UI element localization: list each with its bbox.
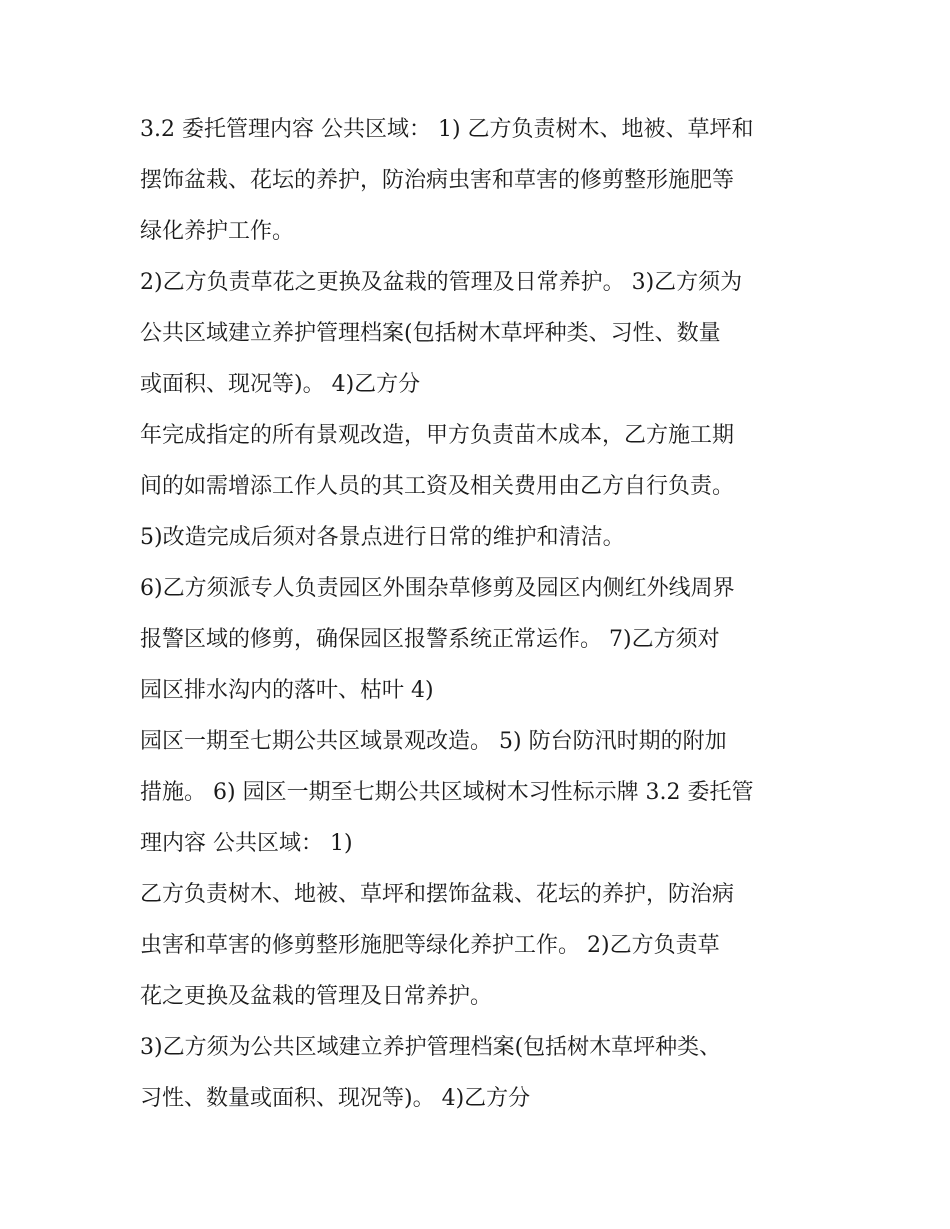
text-line-12: 园区排水沟内的落叶、枯叶 4)	[140, 678, 434, 703]
text-line-3: 绿化养护工作。	[140, 219, 295, 244]
text-line-16: 乙方负责树木、地被、草坪和摆饰盆栽、花坛的养护，防治病	[140, 882, 735, 907]
text-line-4: 2)乙方负责草花之更换及盆栽的管理及日常养护。 3)乙方须为	[140, 270, 743, 295]
text-line-19: 3)乙方须为公共区域建立养护管理档案(包括树木草坪种类、	[140, 1035, 722, 1060]
text-line-8: 间的如需增添工作人员的其工资及相关费用由乙方自行负责。	[140, 474, 735, 499]
text-line-15: 理内容 公共区域： 1)	[140, 831, 353, 856]
text-line-11: 报警区域的修剪，确保园区报警系统正常运作。 7)乙方须对	[140, 627, 720, 652]
text-line-20: 习性、数量或面积、现况等)。 4)乙方分	[140, 1086, 531, 1111]
text-line-1: 3.2 委托管理内容 公共区域： 1) 乙方负责树木、地被、草坪和	[140, 117, 754, 142]
text-line-9: 5)改造完成后须对各景点进行日常的维护和清洁。	[140, 525, 625, 550]
text-line-18: 花之更换及盆栽的管理及日常养护。	[140, 984, 493, 1009]
text-line-10: 6)乙方须派专人负责园区外围杂草修剪及园区内侧红外线周界	[140, 576, 735, 601]
text-line-7: 年完成指定的所有景观改造，甲方负责苗木成本，乙方施工期	[140, 423, 735, 448]
text-line-6: 或面积、现况等)。 4)乙方分	[140, 372, 421, 397]
body-text	[140, 110, 820, 1130]
text-line-2: 摆饰盆栽、花坛的养护，防治病虫害和草害的修剪整形施肥等	[140, 168, 735, 193]
text-line-13: 园区一期至七期公共区域景观改造。 5) 防台防汛时期的附加	[140, 729, 727, 754]
text-line-17: 虫害和草害的修剪整形施肥等绿化养护工作。 2)乙方负责草	[140, 933, 720, 958]
text-line-14: 措施。 6) 园区一期至七期公共区域树木习性标示牌 3.2 委托管	[140, 780, 754, 805]
text-line-5: 公共区域建立养护管理档案(包括树木草坪种类、习性、数量	[140, 321, 721, 346]
